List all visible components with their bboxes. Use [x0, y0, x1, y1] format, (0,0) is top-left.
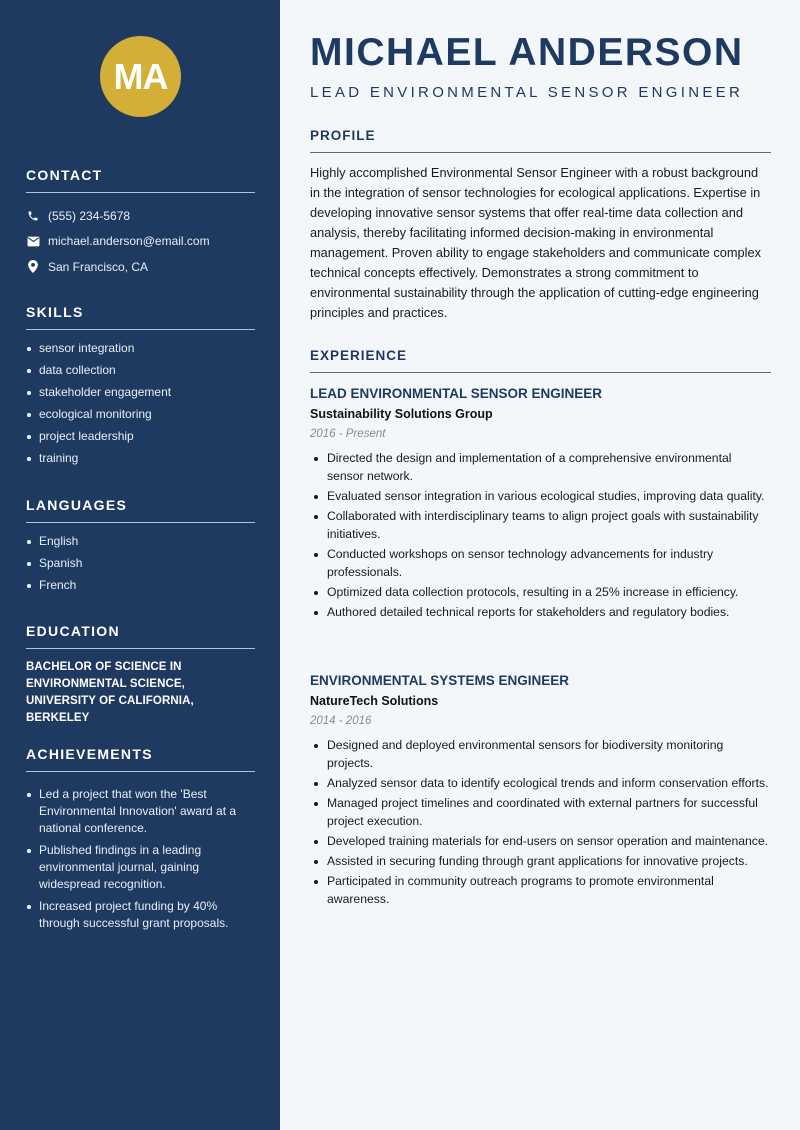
profile-heading: PROFILE: [310, 128, 771, 153]
skill-item: data collection: [26, 362, 255, 379]
job-bullet: Analyzed sensor data to identify ecological trends and inform conservation efforts.: [310, 774, 771, 792]
skill-item: stakeholder engagement: [26, 384, 255, 401]
achievements-heading: ACHIEVEMENTS: [26, 746, 255, 772]
skill-item: training: [26, 450, 255, 467]
education-section: [26, 623, 255, 727]
candidate-role: LEAD ENVIRONMENTAL SENSOR ENGINEER: [310, 84, 744, 101]
language-item: French: [26, 577, 255, 594]
achievement-item: Led a project that won the 'Best Environmental Innovation' award at a national conference.: [26, 786, 255, 837]
profile-text: Highly accomplished Environmental Sensor Engineer with a robust background in the integration of sensor technologies for ecological applications. Expertise in developing innovative sensor systems that offer real-time data collection and analysis, thereby facilitating informed decision-making in environmental management. Proven ability to engage stakeholders and communicate complex technical concepts effectively. Demonstrates a strong commitment to environmental sustainability through the application of cutting-edge engineering principles and practices.: [310, 165, 761, 320]
language-item: Spanish: [26, 555, 255, 572]
email-icon: [26, 234, 40, 248]
job-bullets: [310, 736, 771, 908]
job-bullet: Designed and deployed environmental sensors for biodiversity monitoring projects.: [310, 736, 771, 772]
sidebar: [0, 0, 280, 1130]
contact-heading: CONTACT: [26, 167, 255, 193]
languages-list: [26, 533, 255, 594]
language-item: English: [26, 533, 255, 550]
job-bullet: Directed the design and implementation of a comprehensive environmental sensor network.: [310, 449, 771, 485]
job-title: LEAD ENVIRONMENTAL SENSOR ENGINEER: [310, 386, 603, 401]
avatar: MA: [100, 36, 181, 117]
education-degree: BACHELOR OF SCIENCE IN ENVIRONMENTAL SCIENCE, UNIVERSITY OF CALIFORNIA, BERKELEY: [26, 661, 194, 724]
achievement-item: Published findings in a leading environmental journal, gaining widespread recognition.: [26, 842, 255, 893]
job-bullets: [310, 449, 771, 621]
contact-section: [26, 167, 255, 280]
email-text[interactable]: michael.anderson@email.com: [48, 234, 210, 249]
job-bullet: Conducted workshops on sensor technology advancements for industry professionals.: [310, 545, 771, 581]
job-dates: 2016 - Present: [310, 428, 386, 440]
job-company: NatureTech Solutions: [310, 694, 439, 708]
job-bullet: Authored detailed technical reports for stakeholders and regulatory bodies.: [310, 603, 771, 621]
job-bullet: Evaluated sensor integration in various ecological studies, improving data quality.: [310, 487, 771, 505]
languages-heading: LANGUAGES: [26, 497, 255, 523]
job-entry: [310, 386, 771, 623]
contact-location: [26, 254, 255, 280]
achievements-section: [26, 746, 255, 937]
skill-item: ecological monitoring: [26, 406, 255, 423]
phone-icon: [26, 209, 40, 223]
job-bullet: Participated in community outreach programs to promote environmental awareness.: [310, 872, 771, 908]
location-text: San Francisco, CA: [48, 259, 149, 274]
skills-section: [26, 304, 255, 472]
job-entry: [310, 673, 771, 910]
location-icon: [26, 260, 40, 274]
candidate-name: MICHAEL ANDERSON: [310, 31, 744, 74]
achievements-list: [26, 786, 255, 932]
profile-section: [310, 128, 771, 323]
phone-text[interactable]: (555) 234-5678: [48, 208, 131, 223]
skill-item: project leadership: [26, 428, 255, 445]
job-bullet: Assisted in securing funding through grant applications for innovative projects.: [310, 852, 771, 870]
job-company: Sustainability Solutions Group: [310, 407, 493, 421]
job-bullet: Managed project timelines and coordinated with external partners for successful project execution.: [310, 794, 771, 830]
experience-section: [310, 348, 771, 373]
job-bullet: Collaborated with interdisciplinary teams to align project goals with sustainability initiatives.: [310, 507, 771, 543]
skills-list: [26, 340, 255, 467]
skill-item: sensor integration: [26, 340, 255, 357]
job-bullet: Developed training materials for end-users on sensor operation and maintenance.: [310, 832, 771, 850]
skills-heading: SKILLS: [26, 304, 255, 330]
education-heading: EDUCATION: [26, 623, 255, 649]
contact-phone: [26, 203, 255, 229]
contact-email: [26, 229, 255, 255]
experience-heading: EXPERIENCE: [310, 348, 771, 373]
job-dates: 2014 - 2016: [310, 715, 372, 727]
languages-section: [26, 497, 255, 599]
achievement-item: Increased project funding by 40% through successful grant proposals.: [26, 898, 255, 932]
job-title: ENVIRONMENTAL SYSTEMS ENGINEER: [310, 673, 570, 688]
job-bullet: Optimized data collection protocols, resulting in a 25% increase in efficiency.: [310, 583, 771, 601]
